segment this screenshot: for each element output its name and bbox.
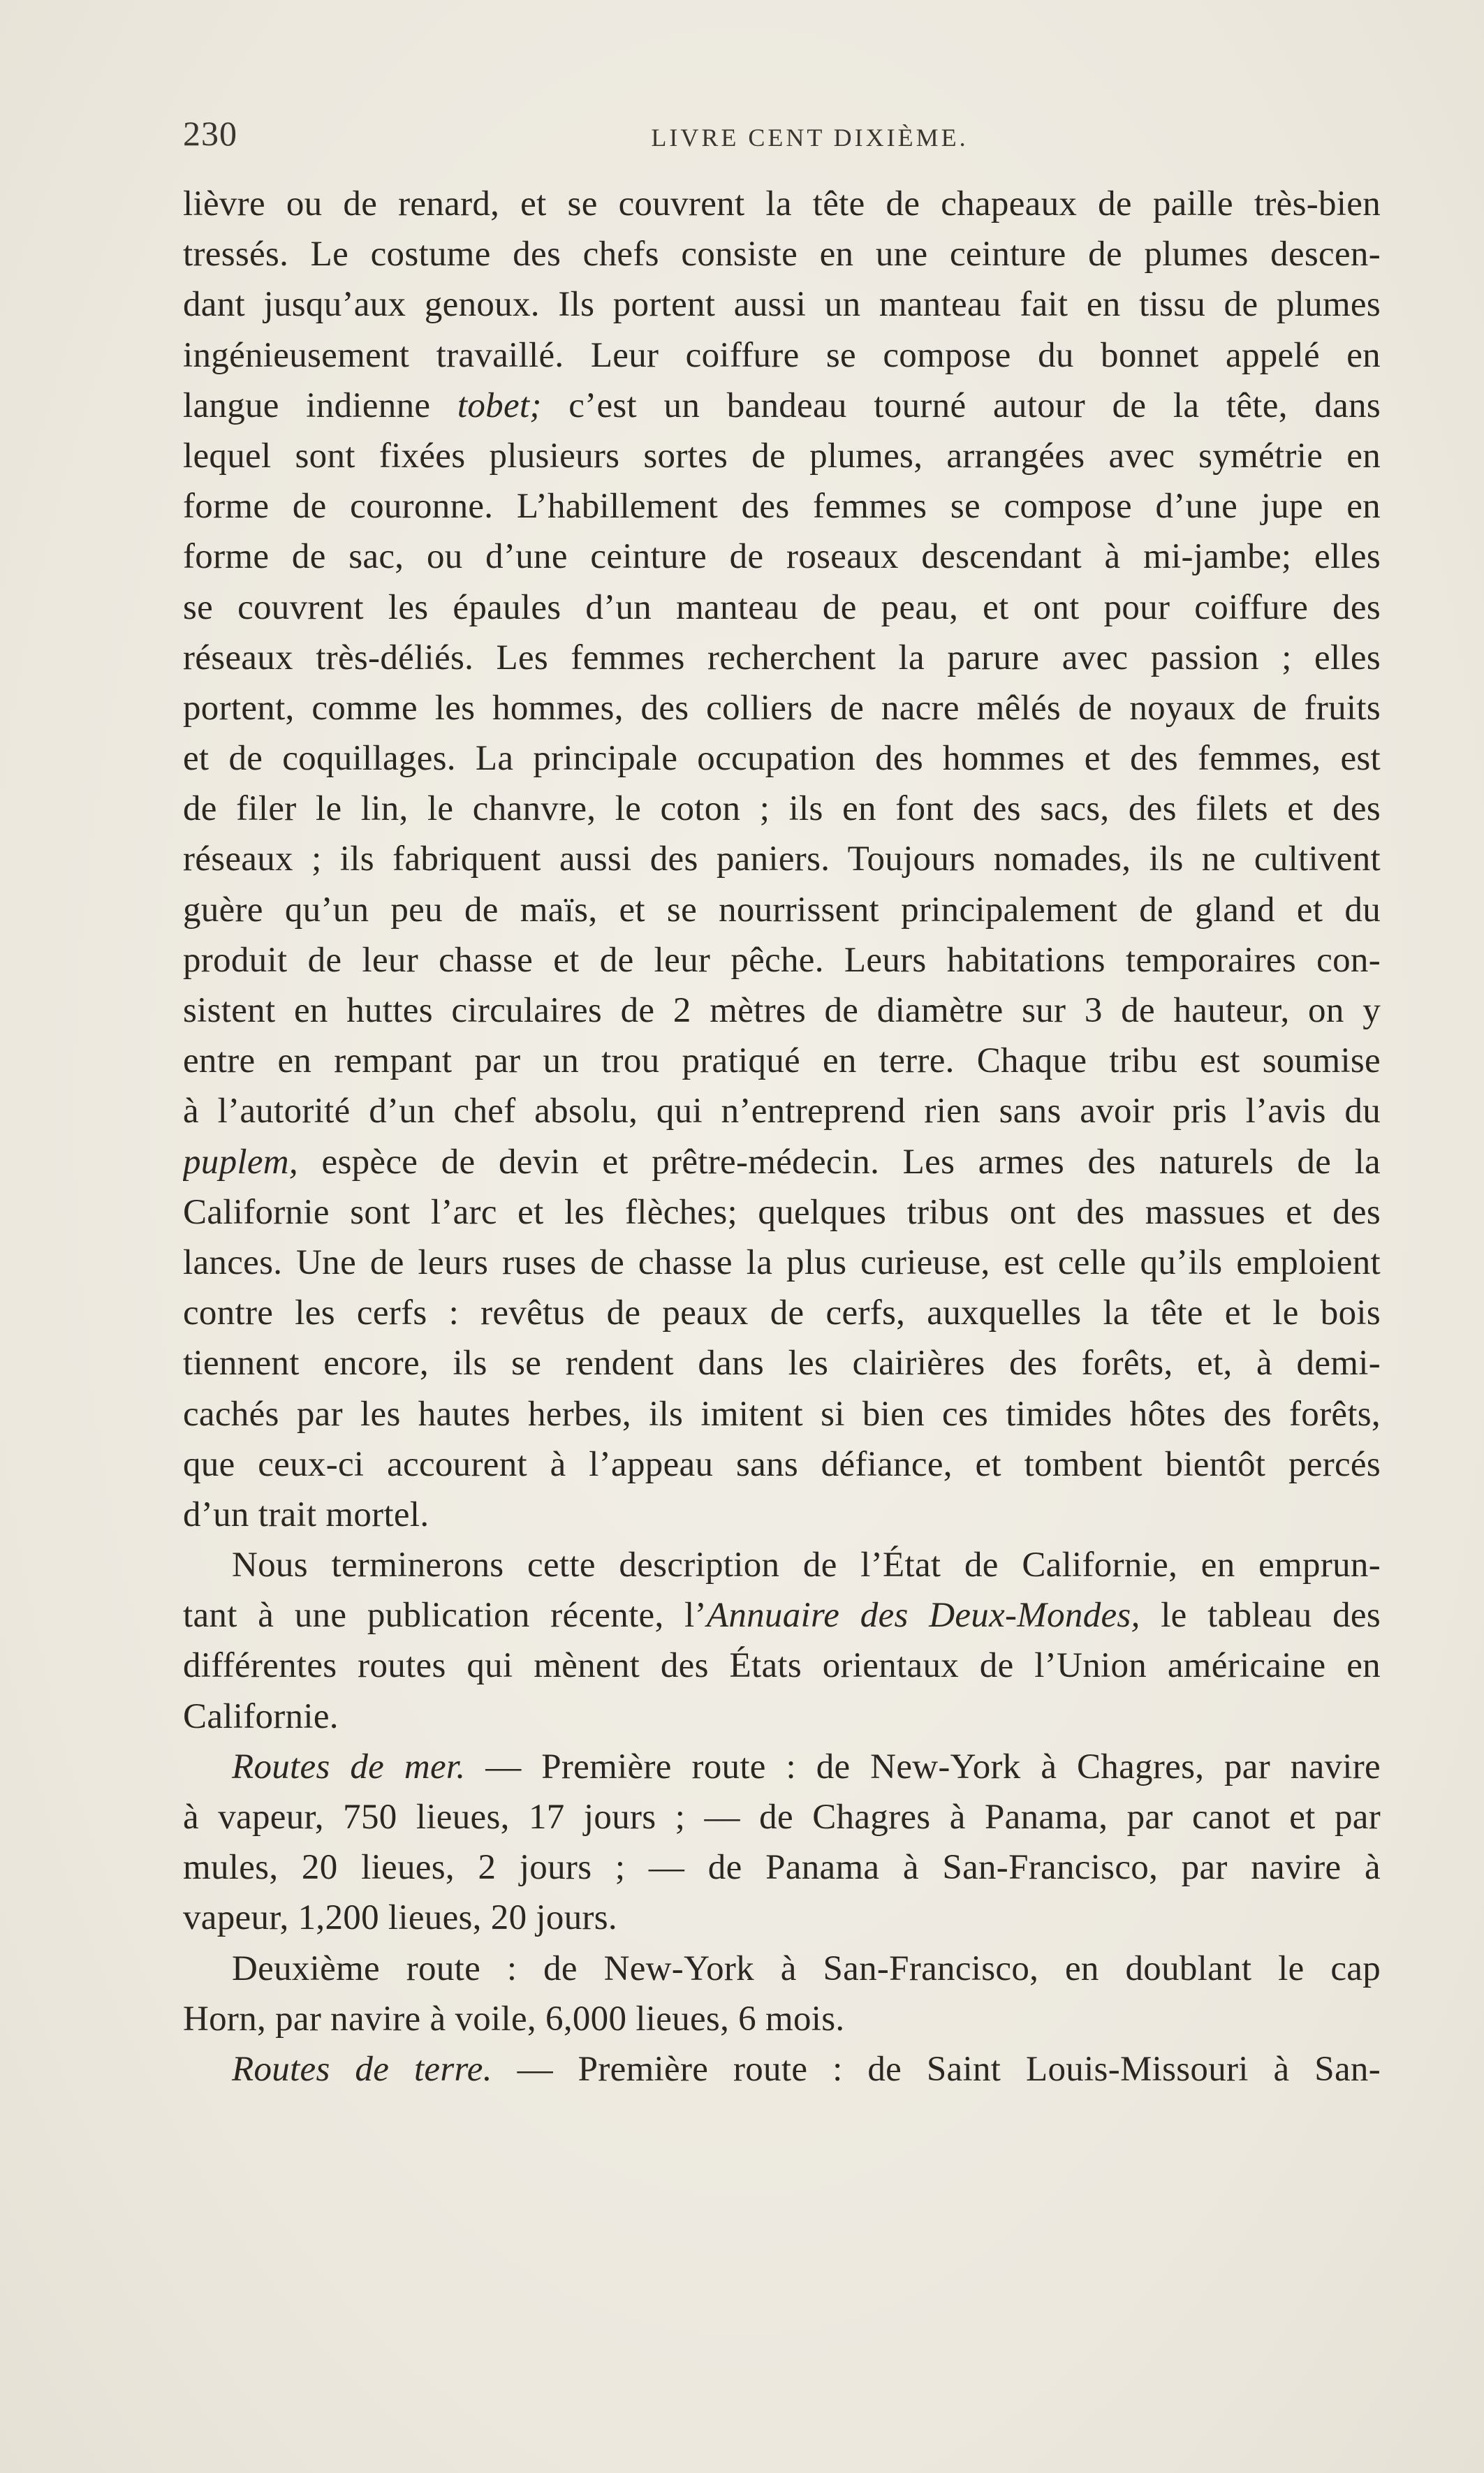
- text-line: que ceux-ci accourent à l’appeau sans défiance, et tombent bientôt percés: [183, 1444, 1381, 1484]
- text-line: sistent en huttes circulaires de 2 mètres de diamètre sur 3 de hauteur, on y: [183, 991, 1381, 1030]
- text-line: réseaux ; ils fabriquent aussi des paniers. Toujours nomades, ils ne cultivent: [183, 839, 1381, 879]
- italic-segment: tobet;: [457, 386, 542, 425]
- text-line: lances. Une de leurs ruses de chasse la plus curieuse, est celle qu’ils emploient: [183, 1242, 1381, 1282]
- italic-segment: Routes de mer.: [232, 1747, 466, 1786]
- text-line: [183, 1137, 1381, 1187]
- text-line: forme de sac, ou d’une ceinture de roseaux descendant à mi-jambe; elles: [183, 537, 1381, 577]
- text-line: Horn, par navire à voile, 6,000 lieues, 6 mois.: [183, 1999, 845, 2039]
- text-line: mules, 20 lieues, 2 jours ; — de Panama à San-Francisco, par navire à: [183, 1848, 1381, 1888]
- text-line: à l’autorité d’un chef absolu, qui n’entreprend rien sans avoir pris l’avis du: [183, 1092, 1381, 1131]
- text-segment: — Première route : de New-York à Chagres, par navire: [465, 1747, 1381, 1786]
- text-line: [183, 2044, 1381, 2094]
- text-line: dant jusqu’aux genoux. Ils portent aussi un manteau fait en tissu de plumes: [183, 285, 1381, 325]
- text-line: produit de leur chasse et de leur pêche. Leurs habitations temporaires con-: [183, 940, 1381, 980]
- text-line: vapeur, 1,200 lieues, 20 jours.: [183, 1898, 617, 1938]
- page-header: [183, 113, 1381, 162]
- italic-segment: Annuaire des Deux-Mondes,: [706, 1596, 1140, 1636]
- text-segment: langue indienne: [183, 386, 457, 425]
- text-segment: tant à une publication récente, l’: [183, 1596, 707, 1636]
- text-line: contre les cerfs : revêtus de peaux de cerfs, auxquelles la tête et le bois: [183, 1293, 1381, 1333]
- body-text: [183, 179, 1381, 2094]
- text-line: tiennent encore, ils se rendent dans les clairières des forêts, et, à demi-: [183, 1344, 1381, 1384]
- text-line: lièvre ou de renard, et se couvrent la tête de chapeaux de paille très-bien: [183, 184, 1381, 223]
- text-line: entre en rempant par un trou pratiqué en terre. Chaque tribu est soumise: [183, 1041, 1381, 1081]
- text-segment: — Première route : de Saint Louis-Missouri à San-: [492, 2049, 1381, 2089]
- text-line: ingénieusement travaillé. Leur coiffure se compose du bonnet appelé en: [183, 335, 1381, 375]
- italic-segment: puplem,: [183, 1142, 298, 1182]
- text-line: lequel sont fixées plusieurs sortes de plumes, arrangées avec symétrie en: [183, 436, 1381, 476]
- text-line: se couvrent les épaules d’un manteau de peau, et ont pour coiffure des: [183, 587, 1381, 627]
- text-line: à vapeur, 750 lieues, 17 jours ; — de Chagres à Panama, par canot et par: [183, 1798, 1381, 1837]
- text-line: Nous terminerons cette description de l’État de Californie, en emprun-: [232, 1546, 1381, 1585]
- text-line: forme de couronne. L’habillement des femmes se compose d’une jupe en: [183, 487, 1381, 527]
- text-line: Californie.: [183, 1696, 339, 1736]
- text-line: tressés. Le costume des chefs consiste en une ceinture de plumes descen-: [183, 235, 1381, 274]
- text-line: et de coquillages. La principale occupation des hommes et des femmes, est: [183, 739, 1381, 779]
- text-segment: espèce de devin et prêtre-médecin. Les armes des naturels de la: [298, 1142, 1381, 1182]
- text-line: Californie sont l’arc et les flèches; quelques tribus ont des massues et des: [183, 1192, 1381, 1232]
- text-line: différentes routes qui mènent des États orientaux de l’Union américaine en: [183, 1646, 1381, 1686]
- running-title: LIVRE CENT DIXIÈME.: [651, 124, 969, 152]
- text-line: guère qu’un peu de maïs, et se nourrissent principalement de gland et du: [183, 890, 1381, 930]
- text-line: cachés par les hautes herbes, ils imitent si bien ces timides hôtes des forêts,: [183, 1394, 1381, 1434]
- text-line: d’un trait mortel.: [183, 1495, 429, 1534]
- text-line: portent, comme les hommes, des colliers de nacre mêlés de noyaux de fruits: [183, 688, 1381, 728]
- text-line: [183, 381, 1381, 431]
- page-number: 230: [183, 114, 237, 153]
- italic-segment: Routes de terre.: [232, 2049, 492, 2089]
- text-line: réseaux très-déliés. Les femmes recherchent la parure avec passion ; elles: [183, 638, 1381, 677]
- text-line: [183, 1742, 1381, 1792]
- text-segment: c’est un bandeau tourné autour de la tête, dans: [541, 386, 1381, 425]
- text-line: Deuxième route : de New-York à San-Francisco, en doublant le cap: [232, 1949, 1381, 1988]
- text-segment: le tableau des: [1140, 1596, 1381, 1636]
- text-line: de filer le lin, le chanvre, le coton ; ils en font des sacs, des filets et des: [183, 789, 1381, 829]
- text-line: [183, 1590, 1381, 1641]
